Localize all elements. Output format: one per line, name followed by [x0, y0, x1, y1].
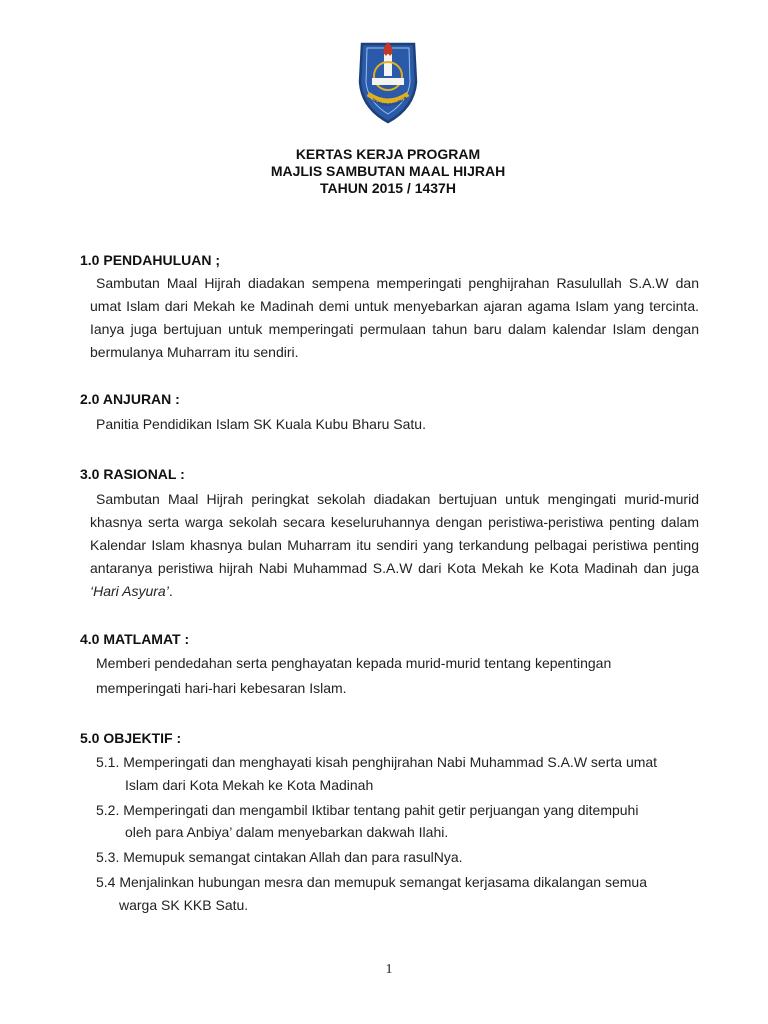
matlamat-line-2: memperingati hari-hari kebesaran Islam. — [96, 680, 347, 696]
objektif-item-5-3: 5.3. Memupuk semangat cintakan Allah dan para rasulNya. — [96, 849, 463, 865]
section-heading-objektif: 5.0 OBJEKTIF : — [80, 730, 182, 746]
school-crest-logo — [354, 38, 422, 126]
section-heading-matlamat: 4.0 MATLAMAT : — [80, 631, 190, 647]
crest-banner-text: SK KUALA KUBU B — [370, 95, 408, 108]
document-title — [0, 146, 768, 197]
objektif-item-5-4: 5.4 Menjalinkan hubungan mesra dan memupuk semangat kerjasama dikalangan semua — [96, 874, 647, 890]
objektif-item-5-1: 5.1. Memperingati dan menghayati kisah penghijrahan Nabi Muhammad S.A.W serta umat — [96, 754, 658, 770]
section-body-rasional — [90, 488, 699, 603]
title-line-1: KERTAS KERJA PROGRAM — [295, 146, 481, 162]
section-body-pendahuluan: Sambutan Maal Hijrah diadakan sempena memperingati penghijrahan Rasulullah S.A.W dan umat Islam dari Mekah ke Madinah demi untuk menyebarkan ajaran agama Islam yang tercinta. Ianya juga bertujuan untuk memperingati permulaan tahun baru dalam kalendar Islam dengan bermulanya Muharram itu sendiri. — [90, 275, 699, 360]
section-heading-pendahuluan: 1.0 PENDAHULUAN ; — [80, 252, 221, 268]
rasional-text: Sambutan Maal Hijrah peringkat sekolah diadakan bertujuan untuk mengingati murid-murid khasnya serta warga sekolah secara keseluruhannya dengan peristiwa-peristiwa penting dalam Kalendar Islam khasnya bulan Muharram itu sendiri yang terkandung pelbagai peristiwa penting antaranya peristiwa hijrah Nabi Muhammad S.A.W dari Kota Mekah ke Kota Madinah dan juga — [90, 491, 699, 576]
hari-asyura-emphasis: ‘Hari Asyura’ — [90, 583, 169, 599]
page-number: 1 — [385, 962, 393, 977]
rasional-end: . — [168, 583, 173, 599]
objektif-item-5-2: 5.2. Memperingati dan mengambil Iktibar tentang pahit getir perjuangan yang ditempuhi — [96, 802, 639, 818]
objektif-item-5-1-cont: Islam dari Kota Mekah ke Kota Madinah — [125, 777, 374, 793]
torch-icon — [384, 54, 392, 76]
section-body-anjuran: Panitia Pendidikan Islam SK Kuala Kubu Bharu Satu. — [96, 416, 426, 432]
title-line-3: TAHUN 2015 / 1437H — [320, 180, 456, 196]
matlamat-line-1: Memberi pendedahan serta penghayatan kepada murid-murid tentang kepentingan — [96, 655, 612, 671]
objektif-item-5-4-cont: warga SK KKB Satu. — [119, 897, 249, 913]
section-heading-anjuran: 2.0 ANJURAN : — [80, 391, 180, 407]
title-line-2: MAJLIS SAMBUTAN MAAL HIJRAH — [270, 163, 506, 179]
section-heading-rasional: 3.0 RASIONAL : — [80, 466, 185, 482]
objektif-item-5-2-cont: oleh para Anbiya’ dalam menyebarkan dakwah Ilahi. — [125, 824, 449, 840]
